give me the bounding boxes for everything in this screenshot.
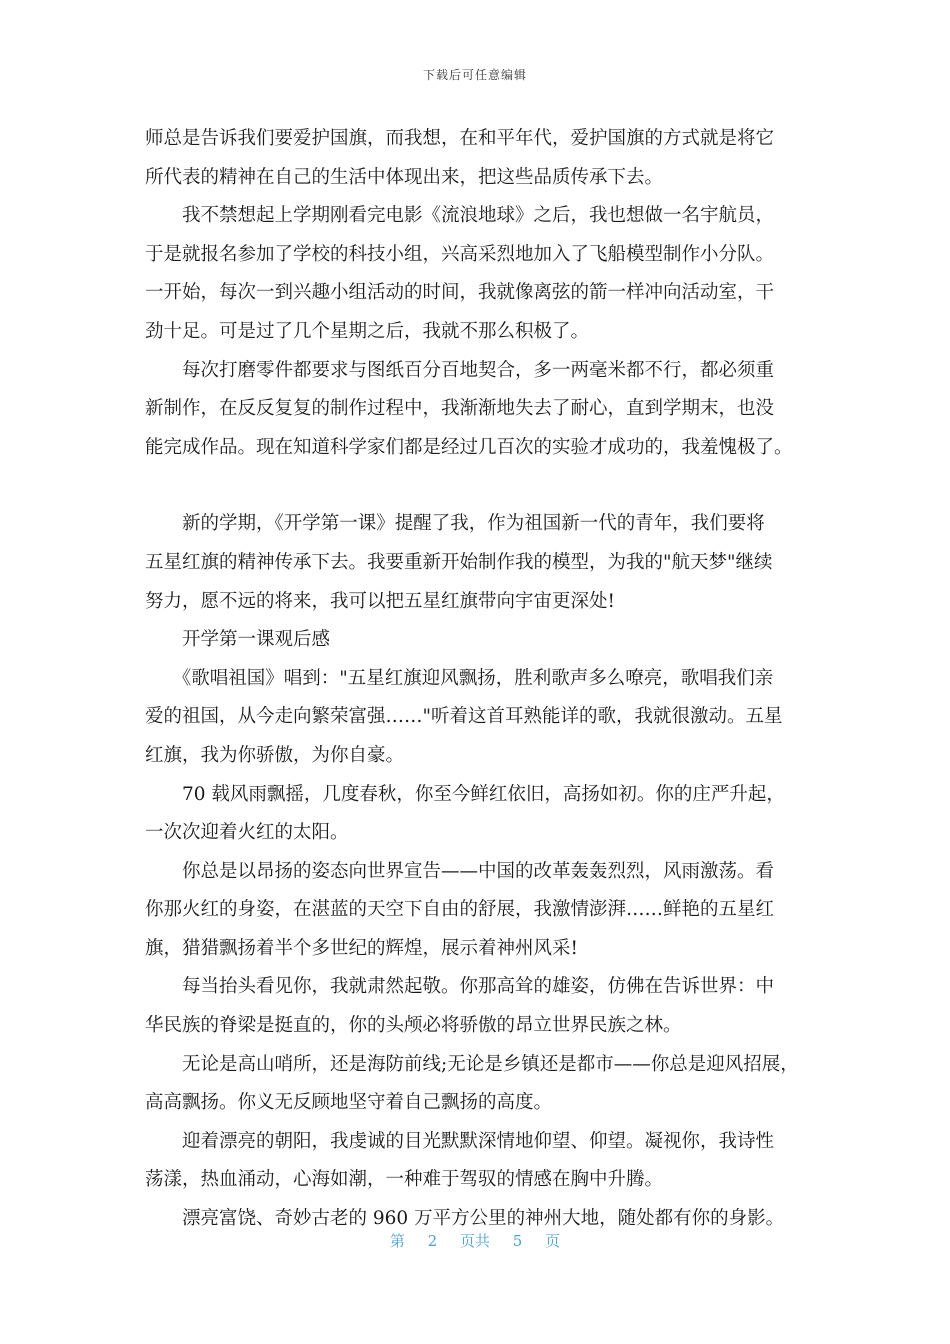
page-footer	[0, 1230, 950, 1251]
paragraph	[145, 120, 810, 197]
paragraph	[145, 505, 810, 621]
paragraph	[145, 776, 810, 853]
text-line: 一开始，每次一到兴趣小组活动的时间，我就像离弦的箭一样冲向活动室，干	[145, 282, 775, 304]
text-line: 《歌唱祖国》唱到："五星红旗迎风飘扬，胜利歌声多么嘹亮，歌唱我们亲	[145, 667, 774, 689]
text-line: 每次打磨零件都要求与图纸百分百地契合，多一两毫米都不行，都必须重	[145, 359, 775, 381]
text-line: 旗，猎猎飘扬着半个多世纪的辉煌，展示着神州风采!	[145, 937, 578, 959]
footer-prefix: 第	[389, 1232, 405, 1250]
current-page-number: 2	[427, 1232, 438, 1250]
paragraph	[145, 1046, 810, 1123]
text-line: 你总是以昂扬的姿态向世界宣告——中国的改革轰轰烈烈，风雨激荡。看	[145, 860, 775, 882]
paragraph	[145, 660, 810, 776]
text-line: 爱的祖国，从今走向繁荣富强……"听着这首耳熟能详的歌，我就很激动。五星	[145, 706, 783, 728]
text-line: 努力，愿不远的将来，我可以把五星红旗带向宇宙更深处!	[145, 590, 615, 612]
paragraph	[145, 197, 810, 351]
paragraph	[145, 853, 810, 969]
paragraph	[145, 352, 810, 468]
paragraph	[145, 1123, 810, 1200]
text-line: 能完成作品。现在知道科学家们都是经过几百次的实验才成功的，我羞愧极了。	[145, 436, 793, 458]
text-line: 新的学期，《开学第一课》提醒了我，作为祖国新一代的青年，我们要将	[145, 513, 765, 535]
document-body	[145, 120, 810, 1239]
paragraph-gap	[145, 467, 810, 505]
text-line: 荡漾，热血涌动，心海如潮，一种难于驾驭的情感在胸中升腾。	[145, 1169, 664, 1191]
text-line: 开学第一课观后感	[145, 629, 331, 651]
total-page-count: 5	[512, 1232, 523, 1250]
text-line: 迎着漂亮的朝阳，我虔诚的目光默默深情地仰望、仰望。凝视你，我诗性	[145, 1130, 775, 1152]
page-header: 下载后可任意编辑	[422, 68, 527, 82]
text-line: 无论是高山哨所，还是海防前线;无论是乡镇还是都市——你总是迎风招展，	[145, 1053, 799, 1075]
text-line: 一次次迎着火红的太阳。	[145, 822, 349, 844]
section-title	[145, 621, 810, 660]
text-line: 高高飘扬。你义无反顾地坚守着自己飘扬的高度。	[145, 1092, 553, 1114]
text-line: 师总是告诉我们要爱护国旗，而我想，在和平年代，爱护国旗的方式就是将它	[145, 128, 775, 149]
text-line: 每当抬头看见你，我就肃然起敬。你那高耸的雄姿，仿佛在告诉世界：中	[145, 976, 775, 998]
footer-middle: 页共	[459, 1232, 490, 1250]
text-line: 五星红旗的精神传承下去。我要重新开始制作我的模型，为我的"航天梦"继续	[145, 551, 773, 573]
text-line: 所代表的精神在自己的生活中体现出来，把这些品质传承下去。	[145, 166, 664, 188]
paragraph	[145, 968, 810, 1045]
footer-suffix: 页	[545, 1232, 561, 1250]
text-line: 我不禁想起上学期刚看完电影《流浪地球》之后，我也想做一名宇航员，	[145, 205, 775, 227]
text-line: 你那火红的身姿，在湛蓝的天空下自由的舒展，我激情澎湃……鲜艳的五星红	[145, 899, 775, 921]
text-line: 漂亮富饶、奇妙古老的 960 万平方公里的神州大地，随处都有你的身影。	[145, 1208, 785, 1230]
text-line: 华民族的脊梁是挺直的，你的头颅必将骄傲的昂立世界民族之林。	[145, 1015, 682, 1037]
text-line: 70 载风雨飘摇，几度春秋，你至今鲜红依旧，高扬如初。你的庄严升起，	[145, 783, 785, 805]
text-line: 新制作，在反反复复的制作过程中，我渐渐地失去了耐心，直到学期末，也没	[145, 398, 775, 420]
text-line: 于是就报名参加了学校的科技小组，兴高采烈地加入了飞船模型制作小分队。	[145, 243, 775, 265]
text-line: 劲十足。可是过了几个星期之后，我就不那么积极了。	[145, 320, 590, 342]
text-line: 红旗，我为你骄傲，为你自豪。	[145, 744, 405, 766]
